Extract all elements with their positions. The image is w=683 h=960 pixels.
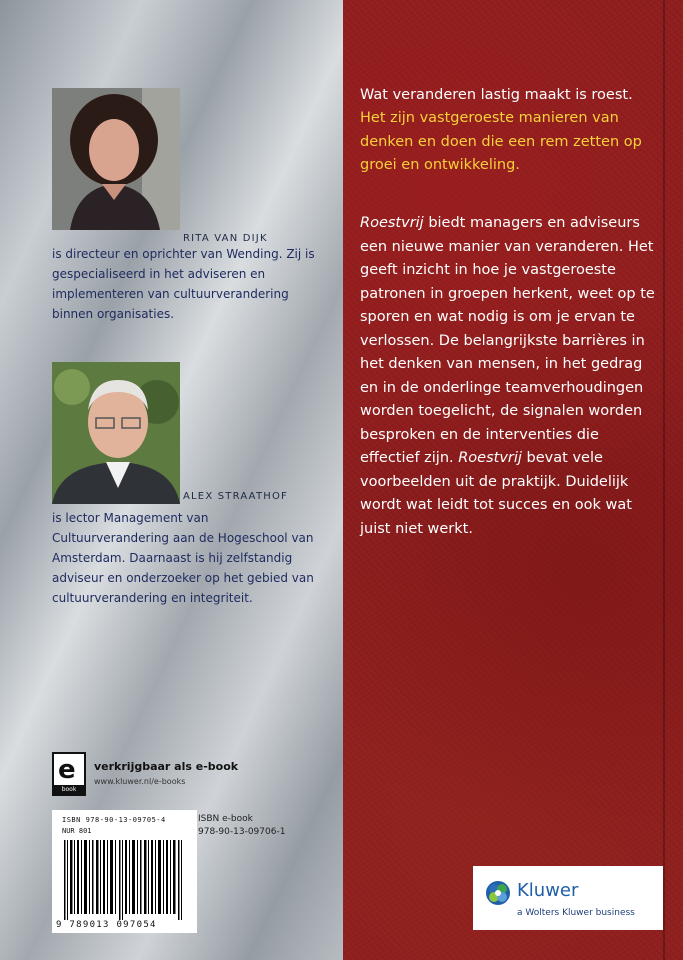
publisher-tagline: a Wolters Kluwer business — [517, 908, 635, 918]
blurb-paragraph-2: bevat vele voorbeelden uit de praktijk. Duidelijk wordt wat leidt tot succes en ook wat juist niet werkt. — [360, 450, 632, 537]
publisher-name: Kluwer — [517, 880, 579, 901]
isbn-ebook-number: 978-90-13-09706-1 — [198, 827, 286, 837]
author-name-rita: RITA VAN DIJK — [183, 233, 268, 244]
book-title-italic: Roestvrij — [360, 215, 424, 231]
author-photo-alex — [52, 362, 180, 504]
ebook-availability-text: verkrijgbaar als e-book — [94, 760, 239, 773]
author-bio-alex: is lector Management van Cultuurverandering aan de Hogeschool van Amsterdam. Daarnaast is hij zelfstandig adviseur en onderzoeker op het gebied van cultuurverandering en integriteit. — [52, 511, 314, 605]
barcode-nur-line: NUR 801 — [62, 827, 92, 835]
ebook-url[interactable]: www.kluwer.nl/e-books — [94, 777, 186, 786]
ebook-icon: e book — [52, 752, 86, 796]
publisher-badge — [473, 866, 663, 930]
barcode-block — [52, 810, 197, 933]
intro-sentence: Wat veranderen lastig maakt is roest. — [360, 87, 633, 103]
spine-fold — [663, 0, 665, 960]
blurb-body — [360, 212, 660, 541]
barcode-digits: 9 789013 097054 — [56, 920, 157, 930]
barcode-isbn-line: ISBN 978-90-13-09705-4 — [62, 816, 166, 824]
blurb-paragraph-1: biedt managers en adviseurs een nieuwe manier van veranderen. Het geeft inzicht in hoe je vastgeroeste patronen in groepen herkent, weet op te sporen en wat nodig is om je ervan te verlossen. De belangrijkste barrières in het denken van mensen, in het gedrag en in de onderlinge teamverhoudingen worden toegelicht, de signalen worden besproken en de interventies die effectief zijn. — [360, 215, 655, 466]
kluwer-logo-icon — [485, 880, 511, 906]
isbn-ebook-label: ISBN e-book — [198, 814, 253, 824]
author-photo-rita — [52, 88, 180, 230]
book-title-italic-2: Roestvrij — [458, 450, 522, 466]
author-name-alex: ALEX STRAATHOF — [183, 491, 288, 502]
intro-highlight: Het zijn vastgeroeste manieren van denken en doen die een rem zetten op groei en ontwikkeling. — [360, 110, 642, 173]
author-bio-rita: is directeur en oprichter van Wending. Zij is gespecialiseerd in het adviseren en implementeren van cultuurverandering binnen organisaties. — [52, 247, 315, 321]
barcode-bars — [62, 840, 187, 920]
